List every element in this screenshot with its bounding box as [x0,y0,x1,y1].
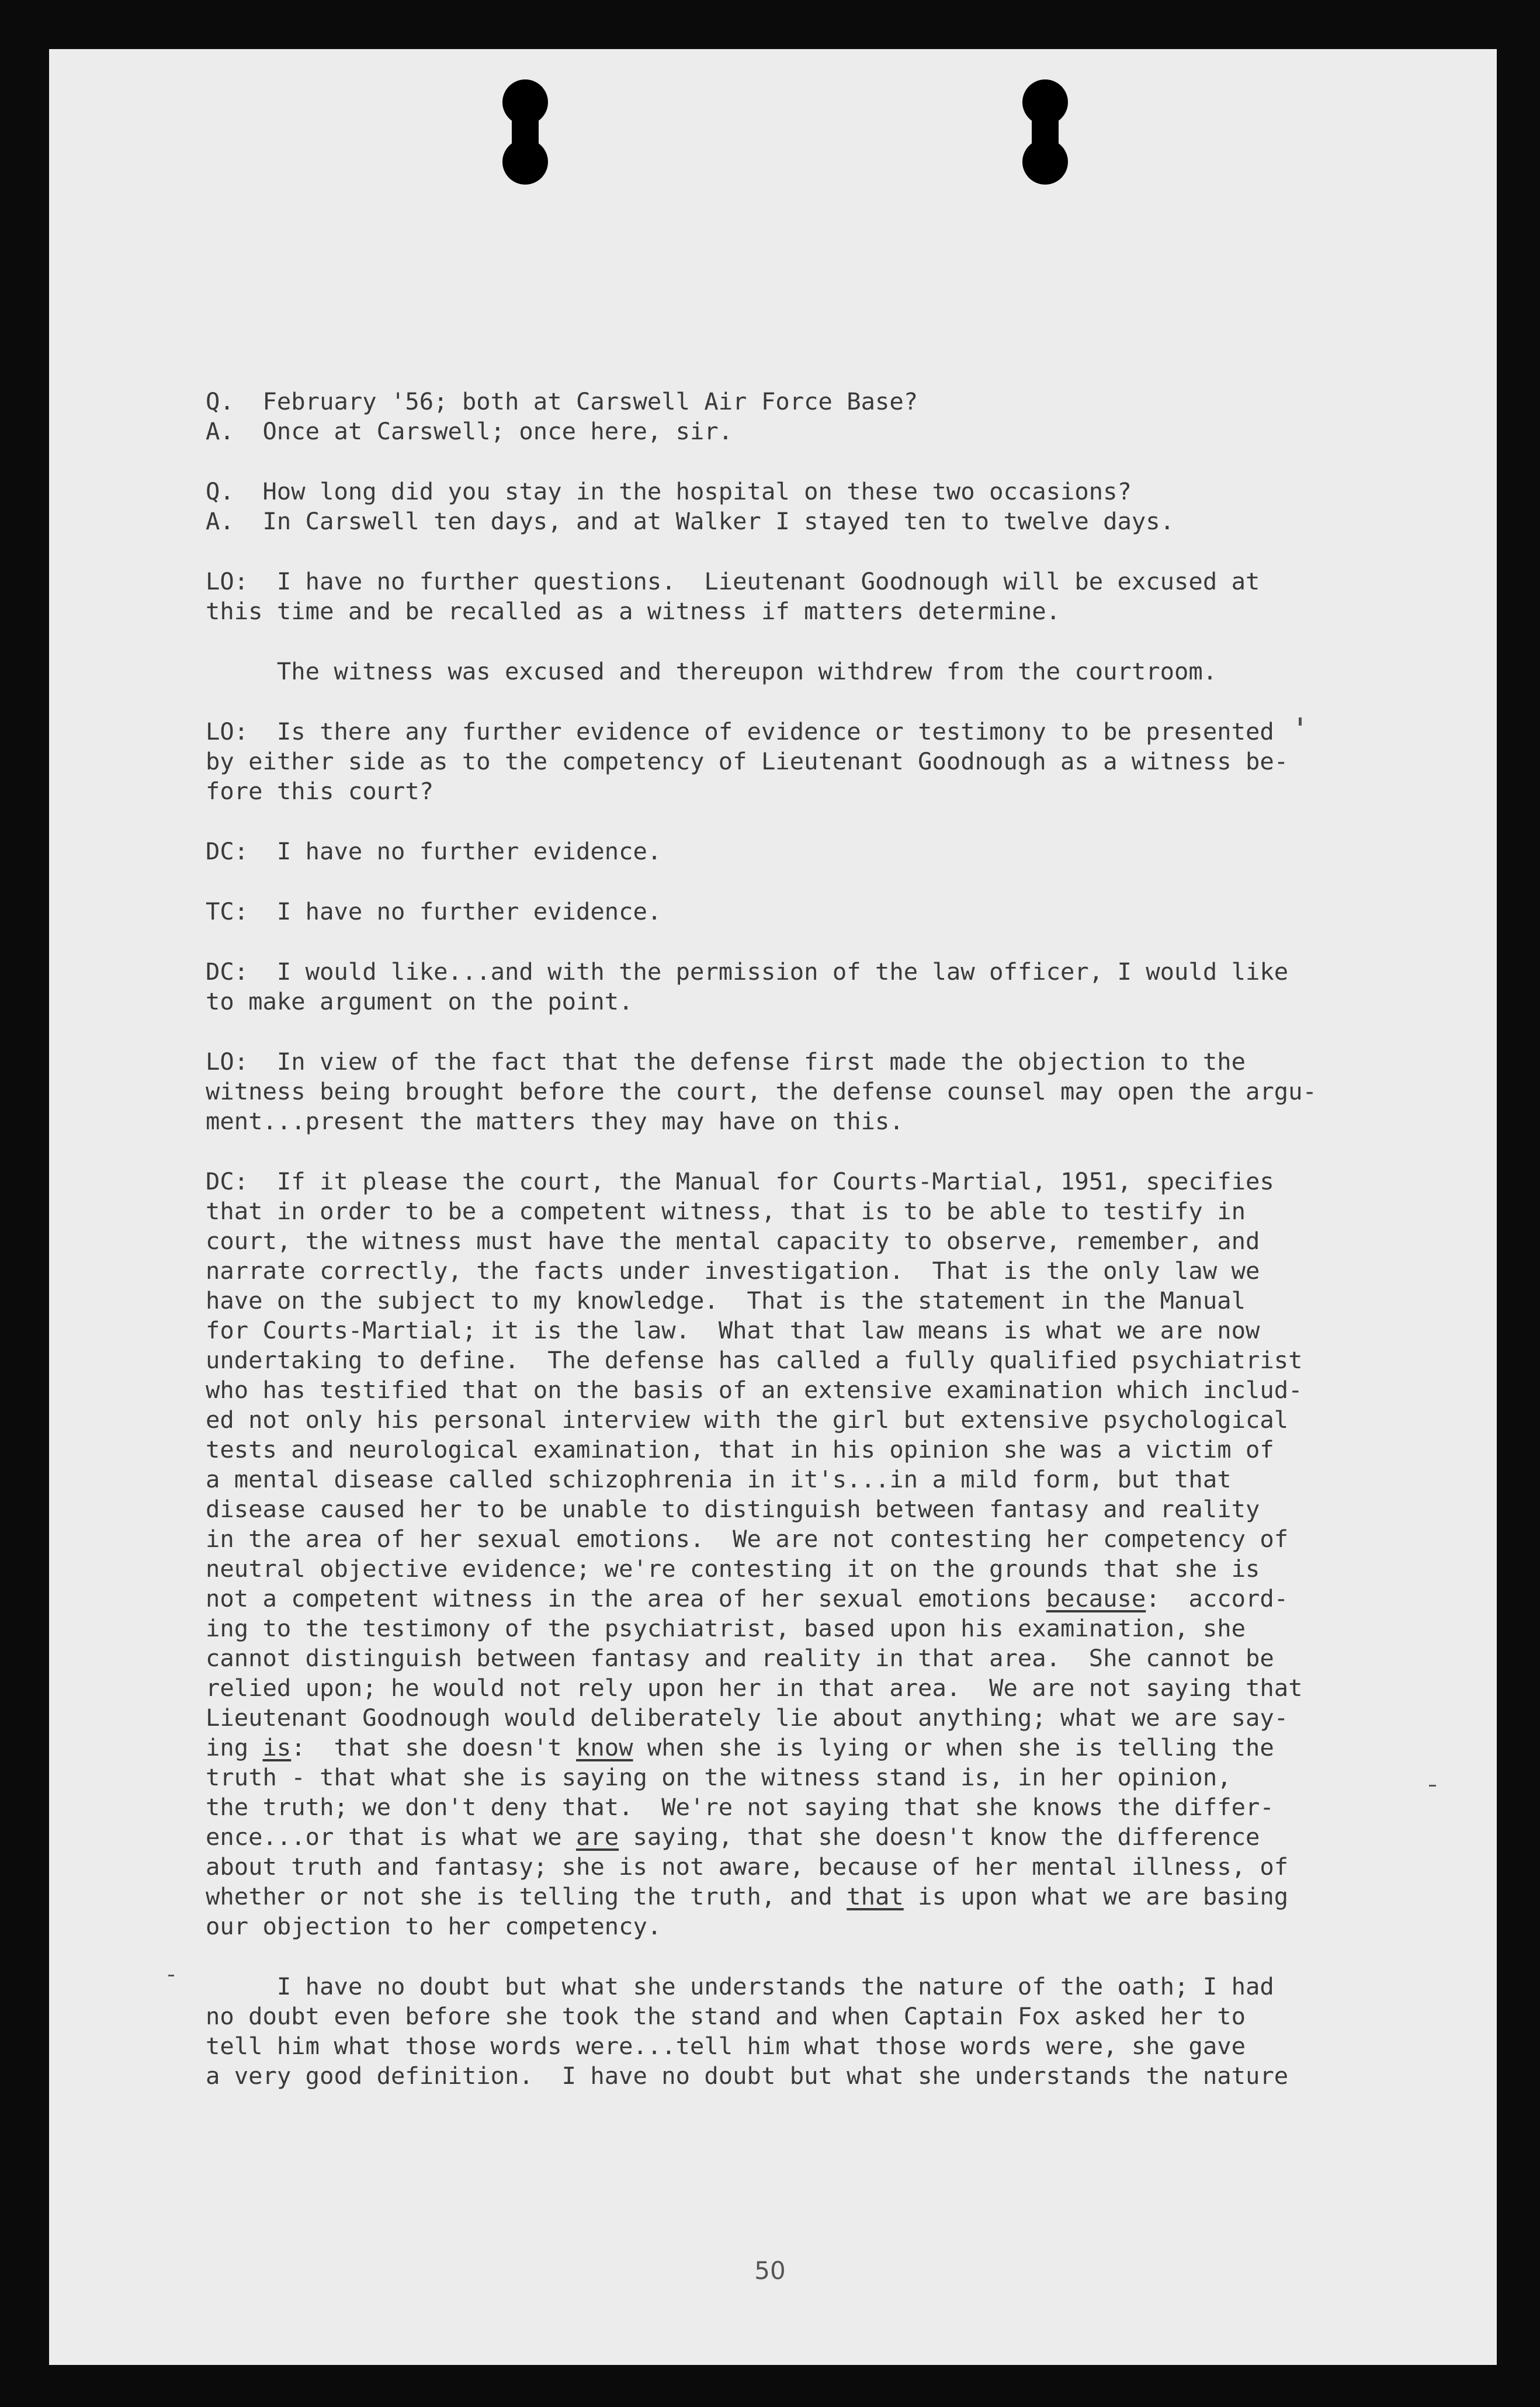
text-line: that in order to be a competent witness, that is to be able to testify in [206,1197,1246,1225]
text-line: A. Once at Carswell; once here, sir. [206,417,733,445]
punch-hole-left [502,91,548,173]
text-line: truth - that what she is saying on the witness stand is, in her opinion, [206,1763,1232,1791]
text-line: no doubt even before she took the stand and when Captain Fox asked her to [206,2002,1246,2030]
underlined-word: are [575,1823,619,1851]
stray-mark [1299,717,1302,726]
text-line: DC: I would like...and with the permission of the law officer, I would like [206,958,1289,986]
paragraph-gap [206,626,1374,657]
question-answer [206,477,1374,536]
text-line: about truth and fantasy; she is not aware, because of her mental illness, of [206,1853,1289,1881]
text-line: court, the witness must have the mental capacity to observe, remember, and [206,1227,1260,1255]
paragraph-gap [206,806,1374,837]
text-line: Q. February '56; both at Carswell Air Force Base? [206,387,918,415]
text-line: narrate correctly, the facts under investigation. That is the only law we [206,1257,1260,1285]
stray-mark [1429,1785,1436,1787]
text-line: neutral objective evidence; we're contesting it on the grounds that she is [206,1555,1260,1583]
text-line: fore this court? [206,777,434,805]
paragraph-gap [206,1136,1374,1167]
text-line: ed not only his personal interview with the girl but extensive psychological [206,1406,1289,1434]
text-line: DC: If it please the court, the Manual for Courts-Martial, 1951, specifies [206,1167,1274,1195]
paragraph-gap [206,536,1374,567]
text-line: ence...or that is what we are saying, that she doesn't know the difference [206,1823,1260,1851]
text-line: ing is: that she doesn't know when she is lying or when she is telling the [206,1733,1274,1761]
page-number: 50 [754,2256,786,2285]
text-line: our objection to her competency. [206,1912,662,1940]
text-line: in the area of her sexual emotions. We are not contesting her competency of [206,1525,1289,1553]
text-line: A. In Carswell ten days, and at Walker I stayed ten to twelve days. [206,507,1175,535]
speaker-paragraph [206,1167,1374,1941]
speaker-paragraph [206,567,1374,626]
text-line: have on the subject to my knowledge. That is the statement in the Manual [206,1286,1246,1315]
speaker-paragraph [206,897,1374,927]
text-line: ing to the testimony of the psychiatrist, based upon his examination, she [206,1614,1246,1642]
text-line: tests and neurological examination, that in his opinion she was a victim of [206,1435,1274,1463]
paragraph-gap [206,686,1374,717]
text-line: not a competent witness in the area of her sexual emotions because: accord- [206,1584,1289,1612]
underlined-word: because [1046,1584,1146,1612]
underlined-word: is [262,1733,292,1761]
speaker-paragraph [206,957,1374,1017]
paragraph-gap [206,446,1374,477]
transcript-body [206,387,1374,2091]
text-line: witness being brought before the court, the defense counsel may open the argu- [206,1077,1317,1105]
text-line: LO: In view of the fact that the defense first made the objection to the [206,1048,1246,1076]
text-line: relied upon; he would not rely upon her in that area. We are not saying that [206,1674,1303,1702]
text-line: a very good definition. I have no doubt but what she understands the nature [206,2062,1289,2090]
text-line: disease caused her to be unable to distinguish between fantasy and reality [206,1495,1260,1523]
text-line: ment...present the matters they may have on this. [206,1107,904,1135]
text-line: by either side as to the competency of Lieutenant Goodnough as a witness be- [206,747,1289,775]
text-line: The witness was excused and thereupon withdrew from the courtroom. [206,657,1218,685]
punch-hole-right [1022,91,1068,173]
paragraph-gap [206,927,1374,957]
text-line: for Courts-Martial; it is the law. What that law means is what we are now [206,1316,1260,1344]
text-line: undertaking to define. The defense has called a fully qualified psychiatrist [206,1346,1303,1374]
paragraph-gap [206,1017,1374,1047]
text-line: a mental disease called schizophrenia in it's...in a mild form, but that [206,1465,1232,1493]
text-line: this time and be recalled as a witness if matters determine. [206,597,1060,625]
speaker-paragraph [206,1047,1374,1136]
text-line: Q. How long did you stay in the hospital on these two occasions? [206,477,1132,505]
stray-mark [168,1975,174,1976]
text-line: Lieutenant Goodnough would deliberately lie about anything; what we are say- [206,1704,1289,1732]
text-line: cannot distinguish between fantasy and reality in that area. She cannot be [206,1644,1274,1672]
text-line: the truth; we don't deny that. We're not saying that she knows the differ- [206,1793,1274,1821]
paragraph-gap [206,1941,1374,1972]
speaker-paragraph [206,717,1374,806]
text-line: LO: Is there any further evidence of evidence or testimony to be presented [206,717,1274,745]
underlined-word: that [847,1882,904,1910]
text-line: LO: I have no further questions. Lieutenant Goodnough will be excused at [206,567,1260,595]
paragraph-gap [206,866,1374,897]
text-line: to make argument on the point. [206,987,633,1015]
text-line: who has testified that on the basis of an extensive examination which includ- [206,1376,1303,1404]
question-answer [206,387,1374,446]
speaker-paragraph [206,837,1374,866]
text-line: tell him what those words were...tell him what those words were, she gave [206,2032,1246,2060]
text-line: whether or not she is telling the truth, and that is upon what we are basing [206,1882,1289,1910]
narrative-paragraph [206,1972,1374,2091]
text-line: DC: I have no further evidence. [206,837,662,865]
underlined-word: know [576,1733,633,1761]
text-line: I have no doubt but what she understands the nature of the oath; I had [206,1972,1274,2000]
narrative-paragraph [206,657,1374,686]
text-line: TC: I have no further evidence. [206,897,662,925]
